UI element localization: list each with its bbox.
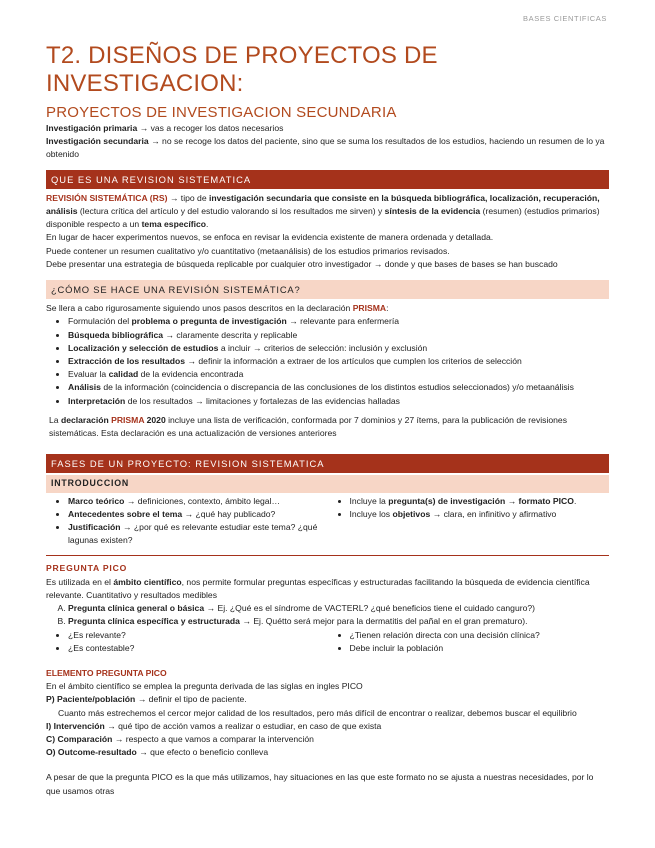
prisma-steps-list (46, 315, 609, 407)
rs-definition: REVISIÓN SISTEMÁTICA (RS) → tipo de investigación secundaria que consiste en la búsqueda bibliográfica, localización, recuperación, análisis (lectura crítica del artículo y del estudio valorando si los resultados me sirven) y síntesis de la evidencia (resumen) (estudios primarios) disponible respecto a un tema específico. (46, 192, 600, 230)
list-item: • ¿Tienen relación directa con una decisión clínica? (350, 629, 610, 642)
list-item: B. Pregunta clínica específica y estructurada → Ej. Quétto será mejor para la dermatitis del pañal en el gran prematuro). (68, 615, 609, 628)
pico-c: C) Comparación → respecto a que vamos a comparar la intervención (46, 733, 314, 744)
list-item: • Marco teórico → definiciones, contexto, ámbito legal… (68, 495, 328, 508)
list-item: • Búsqueda bibliográfica → claramente descrita y replicable (68, 329, 609, 342)
section-bar-rs: QUE ES UNA REVISION SISTEMATICA (46, 170, 609, 189)
list-item: • Debe incluir la población (350, 642, 610, 655)
subsection-bar-introduccion: INTRODUCCION (46, 475, 609, 492)
fases-right-list (328, 495, 610, 521)
divider (46, 555, 609, 556)
elemento-heading: ELEMENTO PREGUNTA PICO (46, 667, 167, 678)
rs-line: Puede contener un resumen cualitativo y/o cuantitativo (metaanálisis) de los estudios primarios revisados. (46, 245, 450, 256)
list-item: • Interpretación de los resultados → limitaciones y fortalezas de las evidencias halladas (68, 395, 609, 408)
prisma-note: La declaración PRISMA 2020 incluye una lista de verificación, conformada por 7 dominios y 27 ítems, para la publicación de revisiones sistemáticas. Esta declaración es una actualización de versiones anteriores (49, 414, 567, 439)
rs-line: En lugar de hacer experimentos nuevos, se enfoca en revisar la evidencia existente de manera ordenada y detallada. (46, 232, 494, 243)
closing-paragraph: A pesar de que la pregunta PICO es la que más utilizamos, hay situaciones en las que este formato no se ajusta a nuestras necesidades, por lo que usamos otras (46, 772, 594, 796)
page-title: T2. DISEÑOS DE PROYECTOS DE INVESTIGACION: (46, 42, 438, 97)
list-item: • Formulación del problema o pregunta de investigación → relevante para enfermería (68, 315, 609, 328)
running-header: BASES CIENTIFICAS (523, 14, 607, 23)
pico-types-list (46, 602, 609, 628)
list-item: • Incluye los objetivos → clara, en infinitivo y afirmativo (350, 508, 610, 521)
list-item: • Análisis de la información (coincidencia o discrepancia de las conclusiones de los distintos estudios seleccionados) y/o metaanálisis (68, 381, 609, 394)
pico-heading: PREGUNTA PICO (46, 563, 128, 574)
list-item: • Localización y selección de estudios a incluir → criterios de selección: inclusión y exclusión (68, 342, 609, 355)
pico-p-note: Cuanto más estrechemos el cercor mejor calidad de los resultados, pero más difícil de encontrar o realizar, debemos buscar el equilibrio (58, 707, 577, 718)
pico-i: I) Intervención → qué tipo de acción vamos a realizar o estudiar, en caso de que exista (46, 720, 382, 731)
list-item: • Incluye la pregunta(s) de investigación → formato PICO. (350, 495, 610, 508)
intro-secundaria: Investigación secundaria → no se recoge los datos del paciente, sino que se suma los resultados de los estudios, haciendo un resumen de lo ya obtenido (46, 136, 605, 160)
list-item: • Extracción de los resultados → definir la información a extraer de los artículos que cumplen los criterios de selección (68, 355, 609, 368)
list-item: • Justificación → ¿por qué es relevante estudiar este tema? ¿qué lagunas existen? (68, 521, 328, 547)
fases-left-list (46, 495, 328, 548)
pico-checks (46, 629, 609, 655)
section-bar-como: ¿CÓMO SE HACE UNA REVISIÓN SISTEMÁTICA? (46, 280, 609, 299)
document-page (46, 42, 609, 798)
intro-primaria: Investigación primaria → vas a recoger los datos necesarios (46, 123, 284, 133)
list-item: • Antecedentes sobre el tema → ¿qué hay publicado? (68, 508, 328, 521)
pico-p: P) Paciente/población → definir el tipo de paciente. (46, 694, 247, 705)
fases-columns (46, 495, 609, 548)
list-item: • ¿Es relevante? (68, 629, 328, 642)
como-intro: Se llera a cabo rigurosamente siguiendo unos pasos descritos en la declaración PRISMA: (46, 303, 389, 314)
section-bar-fases: FASES DE UN PROYECTO: REVISION SISTEMATICA (46, 454, 609, 473)
pico-intro: Es utilizada en el ámbito científico, nos permite formular preguntas específicas y estructuradas facilitando la búsqueda de evidencia científica relevante. Cuantitativo y resultados medibles (46, 576, 590, 600)
list-item: • Evaluar la calidad de la evidencia encontrada (68, 368, 609, 381)
elemento-intro: En el ámbito científico se emplea la pregunta derivada de las siglas en ingles PICO (46, 681, 363, 692)
rs-line: Debe presentar una estrategia de búsqueda replicable por cualquier otro investigador → donde y que bases de bases se han buscado (46, 258, 558, 269)
list-item: A. Pregunta clínica general o básica → Ej. ¿Qué es el síndrome de VACTERL? ¿qué beneficios tiene el cuidado canguro?) (68, 602, 609, 615)
page-subtitle: PROYECTOS DE INVESTIGACION SECUNDARIA (46, 104, 397, 121)
list-item: • ¿Es contestable? (68, 642, 328, 655)
pico-o: O) Outcome-resultado → que efecto o beneficio conlleva (46, 747, 269, 758)
